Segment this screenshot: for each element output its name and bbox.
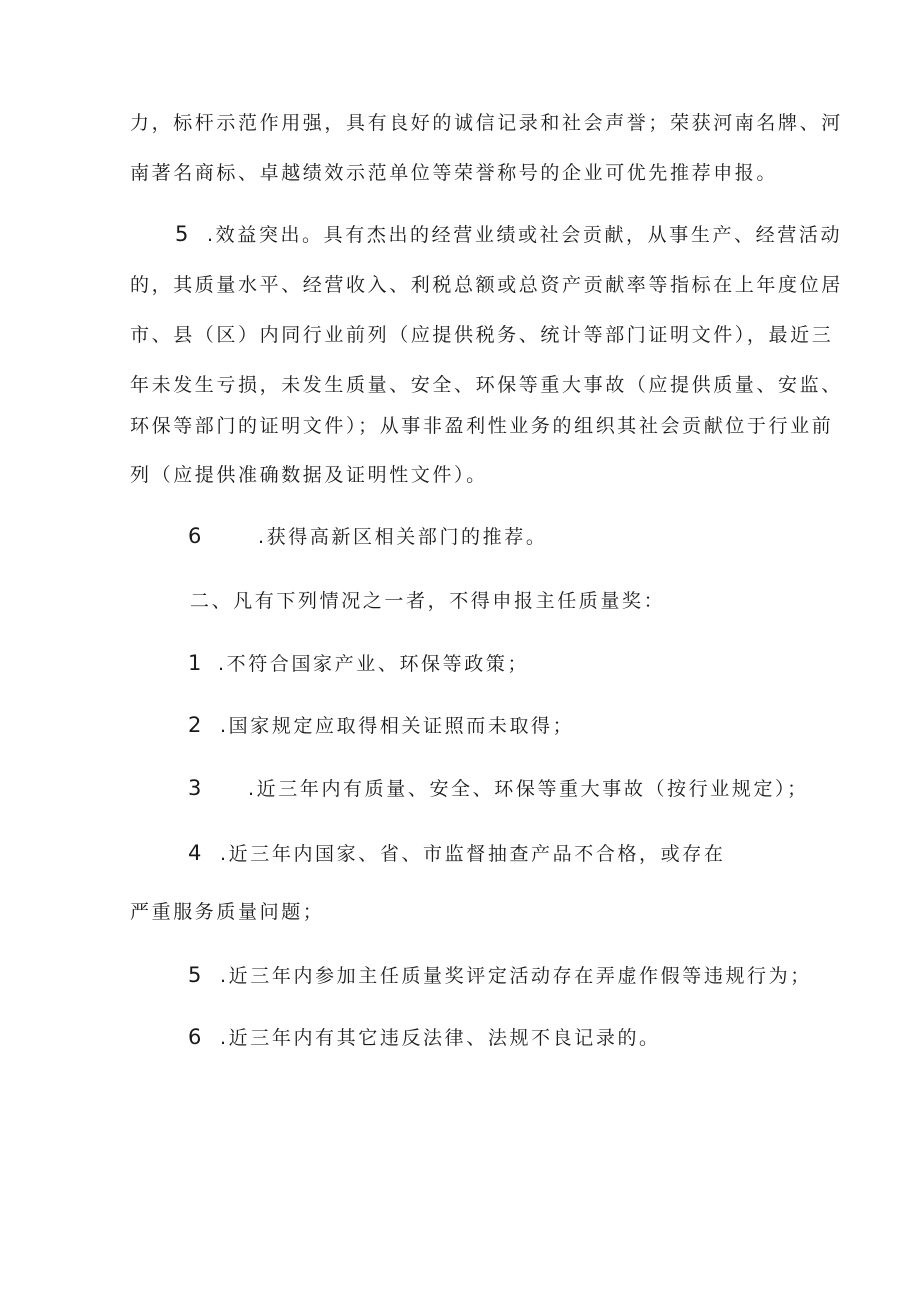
line-text: .国家规定应取得相关证照而未取得； [220,715,575,737]
exclusion-item-2 [188,712,574,739]
line-text: 力，标杆示范作用强，具有良好的诚信记录和社会声誉；荣获河南名牌、河 [130,112,843,134]
line-text: .近三年内有其它违反法律、法规不良记录的。 [220,1027,661,1049]
text-line-5 [130,322,833,348]
section-heading-text: 二、凡有下列情况之一者，不得申报主任质量奖： [190,590,666,612]
item-number: 6 [188,1025,202,1049]
text-line-7 [130,413,833,439]
line-text: .获得高新区相关部门的推荐。 [258,526,548,548]
line-text: .近三年内参加主任质量奖评定活动存在弄虚作假等违规行为； [220,965,812,987]
section-heading-two [190,588,665,614]
text-line-1 [130,110,843,136]
exclusion-item-3 [188,775,809,802]
line-text: .近三年内国家、省、市监督抽查产品不合格，或存在 [220,843,726,865]
line-text: .效益突出。具有杰出的经营业绩或社会贡献，从事生产、经营活动 [207,224,843,246]
line-text: 南著名商标、卓越绩效示范单位等荣誉称号的企业可优先推荐申报。 [130,162,779,184]
exclusion-item-4 [188,840,725,867]
item-number: 4 [188,841,202,865]
text-line-6 [130,372,843,398]
text-line-8 [130,462,488,488]
line-text: 列（应提供准确数据及证明性文件）。 [130,464,488,486]
item-5-benefit [175,221,842,248]
line-text: 年未发生亏损，未发生质量、安全、环保等重大事故（应提供质量、安监、 [130,374,843,396]
line-text: .近三年内有质量、安全、环保等重大事故（按行业规定）； [248,778,809,800]
item-6-recommendation [188,523,547,550]
exclusion-item-4-continued [130,899,324,925]
line-text: 严重服务质量问题； [130,901,325,923]
exclusion-item-6 [188,1024,661,1051]
item-number: 3 [188,776,202,800]
item-number: 5 [188,963,202,987]
exclusion-item-5 [188,962,812,989]
item-number: 6 [188,524,202,548]
item-number: 2 [188,713,202,737]
exclusion-item-1 [188,650,529,677]
text-line-2 [130,160,778,186]
line-text: 环保等部门的证明文件）；从事非盈利性业务的组织其社会贡献位于行业前 [130,415,834,437]
item-number: 5 [175,222,189,246]
item-number: 1 [188,651,202,675]
text-line-4 [130,272,843,298]
line-text: 的，其质量水平、经营收入、利税总额或总资产贡献率等指标在上年度位居 [130,274,843,296]
line-text: 市、县（区）内同行业前列（应提供税务、统计等部门证明文件），最近三 [130,324,834,346]
line-text: .不符合国家产业、环保等政策； [218,653,530,675]
